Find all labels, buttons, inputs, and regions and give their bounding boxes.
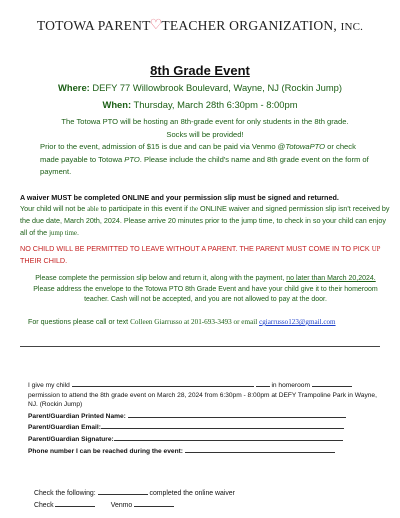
waiver-text-3: ONLINE waiver and signed permission slip isn't received by the due date, March 20th, 2024. Please arrive 20 minutes prior to the jump time, to check in so your child can enjoy all of the bbox=[20, 204, 390, 237]
payment-text-a: Prior to the event, admission of $15 is due and can be paid via Venmo @ bbox=[40, 142, 286, 151]
no-child-warning bbox=[20, 243, 390, 266]
email-label: Parent/Guardian Email: bbox=[28, 424, 101, 432]
where-text: DEFY 77 Willowbrook Boulevard, Wayne, NJ (Rockin Jump) bbox=[92, 82, 342, 93]
header-parent: TOTOWA PARENT bbox=[36, 18, 151, 33]
contact-info bbox=[28, 318, 388, 326]
when-label: When: bbox=[102, 99, 132, 110]
give-child-label: I give my child bbox=[28, 382, 70, 389]
payment-check-row bbox=[34, 499, 334, 511]
homeroom-label: in homeroom bbox=[269, 382, 310, 389]
when-text: Thursday, March 28th 6:30pm - 8:00pm bbox=[133, 99, 298, 110]
child-name-field[interactable] bbox=[72, 379, 254, 387]
warning-text-b: THEIR CHILD. bbox=[20, 256, 68, 265]
waiver-able: able bbox=[87, 206, 99, 214]
return-instructions bbox=[28, 274, 383, 306]
intro-line-2: Socks will be provided! bbox=[166, 129, 244, 139]
warning-text-a: NO CHILD WILL BE PERMITTED TO LEAVE WITHOUT A PARENT. THE PARENT MUST COME IN TO PICK bbox=[20, 244, 372, 253]
contact-text: For questions please call or text bbox=[28, 318, 131, 326]
waiver-jump-time: jump time bbox=[49, 229, 77, 237]
payment-text-c: . Please include the child's name and 8th grade event on the form of payment. bbox=[40, 154, 369, 176]
signature-label: Parent/Guardian Signature: bbox=[28, 435, 114, 443]
page-title: 8th Grade Event bbox=[150, 63, 250, 78]
venmo-payment-field[interactable] bbox=[134, 499, 174, 507]
intro-payment bbox=[40, 141, 370, 179]
waiver-bold: A waiver MUST be completed ONLINE and your permission slip must be signed and returned. bbox=[20, 193, 339, 202]
check-following-label: Check the following: bbox=[34, 490, 96, 497]
permission-text: permission to attend the 8th grade event on March 28, 2024 from 6:30pm - 8:00pm at DEFY Trampoline Park in Wayne, NJ. (Rockin Jump) bbox=[28, 391, 377, 409]
venmo-handle: TotowaPTO bbox=[285, 142, 326, 151]
permission-slip-form bbox=[28, 379, 378, 456]
warning-up: UP bbox=[371, 246, 381, 253]
waiver-text-2: to participate in this event if bbox=[98, 204, 190, 214]
payment-text-b: or check made payable to Totowa bbox=[40, 142, 356, 164]
heart-icon: ♡ bbox=[149, 18, 163, 33]
contact-name-phone: Colleen Giarrusso at 201-693-3493 or email bbox=[130, 318, 260, 326]
homeroom-field[interactable] bbox=[312, 379, 352, 387]
office-checklist bbox=[34, 487, 334, 511]
phone-row bbox=[28, 445, 378, 457]
waiver-text-1: Your child will not be bbox=[20, 204, 88, 214]
child-name-field-extra[interactable] bbox=[256, 379, 270, 387]
pto-text: PTO bbox=[124, 154, 140, 164]
organization-header bbox=[0, 18, 400, 35]
waiver-check-field[interactable] bbox=[98, 487, 148, 495]
form-child-line bbox=[28, 379, 378, 391]
contact-email-link[interactable]: cgiarrusso123@gmail.com bbox=[259, 318, 336, 326]
email-row bbox=[28, 421, 378, 433]
email-field[interactable] bbox=[101, 421, 344, 429]
check-payment-field[interactable] bbox=[55, 499, 95, 507]
signature-field[interactable] bbox=[114, 433, 343, 441]
waiver-details bbox=[20, 203, 390, 239]
event-intro bbox=[40, 116, 370, 179]
phone-label: Phone number I can be reached during the event: bbox=[28, 447, 183, 455]
waiver-notice bbox=[20, 192, 390, 239]
check-label: Check bbox=[34, 502, 54, 509]
return-text-b: Please address the envelope to the Totowa PTO 8th Grade Event and have your child give it to their homeroom teacher. Cash will not be accepted, and you are not allowed to pay at the door. bbox=[33, 285, 378, 304]
header-teacher: TEACHER ORGANIZATION, bbox=[161, 18, 338, 33]
event-time bbox=[0, 99, 400, 110]
waiver-check-row bbox=[34, 487, 334, 499]
completed-waiver-label: completed the online waiver bbox=[149, 490, 235, 497]
printed-name-row bbox=[28, 410, 378, 422]
cut-line-divider bbox=[20, 346, 380, 347]
return-deadline: no later than March 20,2024. bbox=[286, 275, 376, 282]
signature-row bbox=[28, 433, 378, 445]
phone-field[interactable] bbox=[185, 445, 335, 453]
intro-line-1: The Totowa PTO will be hosting an 8th-grade event for only students in the 8th grade. bbox=[61, 117, 349, 126]
return-text-a: Please complete the permission slip below and return it, along with the payment, bbox=[35, 275, 287, 282]
printed-name-label: Parent/Guardian Printed Name: bbox=[28, 412, 126, 420]
venmo-label: Venmo bbox=[110, 502, 133, 509]
where-label: Where: bbox=[58, 82, 90, 93]
waiver-text-4: . bbox=[76, 227, 79, 237]
header-inc: INC. bbox=[340, 21, 364, 33]
waiver-the: the bbox=[189, 206, 198, 214]
printed-name-field[interactable] bbox=[128, 410, 346, 418]
event-location bbox=[0, 82, 400, 93]
